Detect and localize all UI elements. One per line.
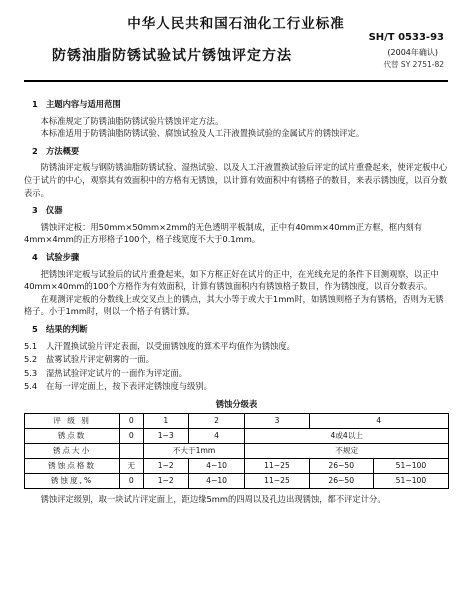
section-heading: 3 仪器 <box>32 205 63 216</box>
section-heading: 1 主题内容与适用范围 <box>32 99 121 109</box>
table-row: 锈蚀点格数 无 1~2 4~10 11~25 26~50 51~100 <box>25 459 449 474</box>
standard-title: 防锈油脂防锈试验试片锈蚀评定方法 <box>52 48 292 64</box>
paragraph: 锈蚀评定板：用50mm×50mm×2mm的无色透明平板制成，正中有40mm×40mm正方框，框内刻有4mm×4mm的正方形格子100个，格子线宽度不大于0.1mm。 <box>24 221 423 245</box>
table-title: 锈蚀分级表 <box>215 398 258 409</box>
document-body <box>24 98 449 506</box>
table-row: 锈点数 0 1~3 4 4或4以上 <box>25 429 449 444</box>
section-3 <box>24 204 449 246</box>
paragraph: 在观测评定板的分数线上或交叉点上的锈点，其大小等于或大于1mm时，如锈蚀则格子为有锈格，否则为无锈格子。小于1mm时，则以一个格子有锈计算。 <box>24 293 444 317</box>
paragraph: 防锈油评定板与钢防锈油脂防锈试验、湿热试验、以及人工汗液置换试验后评定的试片重叠起来，使评定板中心位于试片的中心，观察其有效面积中的方格有无锈蚀，以计算有效面积中有锈格子的数目，来表示锈蚀度，以百分数表示。 <box>24 162 448 198</box>
section-5 <box>24 323 449 393</box>
replaces-note: 代替 SY 2751-82 <box>383 60 444 69</box>
paragraph: 把锈蚀评定板与试验后的试片重叠起来，如下方框正好在试片的正中，在光线充足的条件下目测观察，以正中40mm×40mm的100个方格作为有效面积，计算有锈蚀面积内有锈蚀格子数目，作为锈蚀度，以百分数表示。 <box>24 268 439 292</box>
section-heading: 2 方法概要 <box>32 145 80 156</box>
section-1 <box>24 98 449 140</box>
criterion-item: 5.4 在每一评定面上，按下表评定锈蚀度与级别。 <box>24 381 212 392</box>
criterion-item: 5.3 湿热试验评定试片的一面作为评定面。 <box>24 367 188 378</box>
paragraph: 本标准适用于防锈油脂防锈试验、腐蚀试验及人工汗液置换试验的金属试片的锈蚀评定。 <box>40 128 365 139</box>
section-heading: 5 结果的判断 <box>32 323 88 334</box>
section-4 <box>24 251 449 318</box>
section-2 <box>24 145 449 199</box>
issuing-organization: 中华人民共和国石油化工行业标准 <box>127 16 345 32</box>
criterion-item: 5.1 人汗置换试验片评定表面，以受面锈蚀度的算术平均值作为锈蚀度。 <box>24 340 295 351</box>
section-heading: 4 试验步骤 <box>32 251 80 262</box>
footer-note: 锈蚀评定级别，取一块试片评定面上，距边缘5mm的四周以及孔边出现锈蚀，都不评定计分。 <box>40 494 386 505</box>
rust-grade-table <box>24 413 449 489</box>
criterion-item: 5.2 盐雾试验片评定朝雾的一面。 <box>24 354 154 365</box>
header-rule <box>24 80 448 82</box>
confirmation-note: (2004年确认) <box>387 48 438 57</box>
table-row: 评 级 别 0 1 2 3 4 <box>25 414 449 429</box>
standard-code: SH/T 0533-93 <box>368 32 444 43</box>
table-row: 锈蚀度,% 0 1~2 4~10 11~25 26~50 51~100 <box>25 474 449 489</box>
table-row: 锈点大小 不大于1mm 不规定 <box>25 444 449 459</box>
paragraph: 本标准规定了防锈油脂防锈试验片锈蚀评定方法。 <box>40 115 224 126</box>
